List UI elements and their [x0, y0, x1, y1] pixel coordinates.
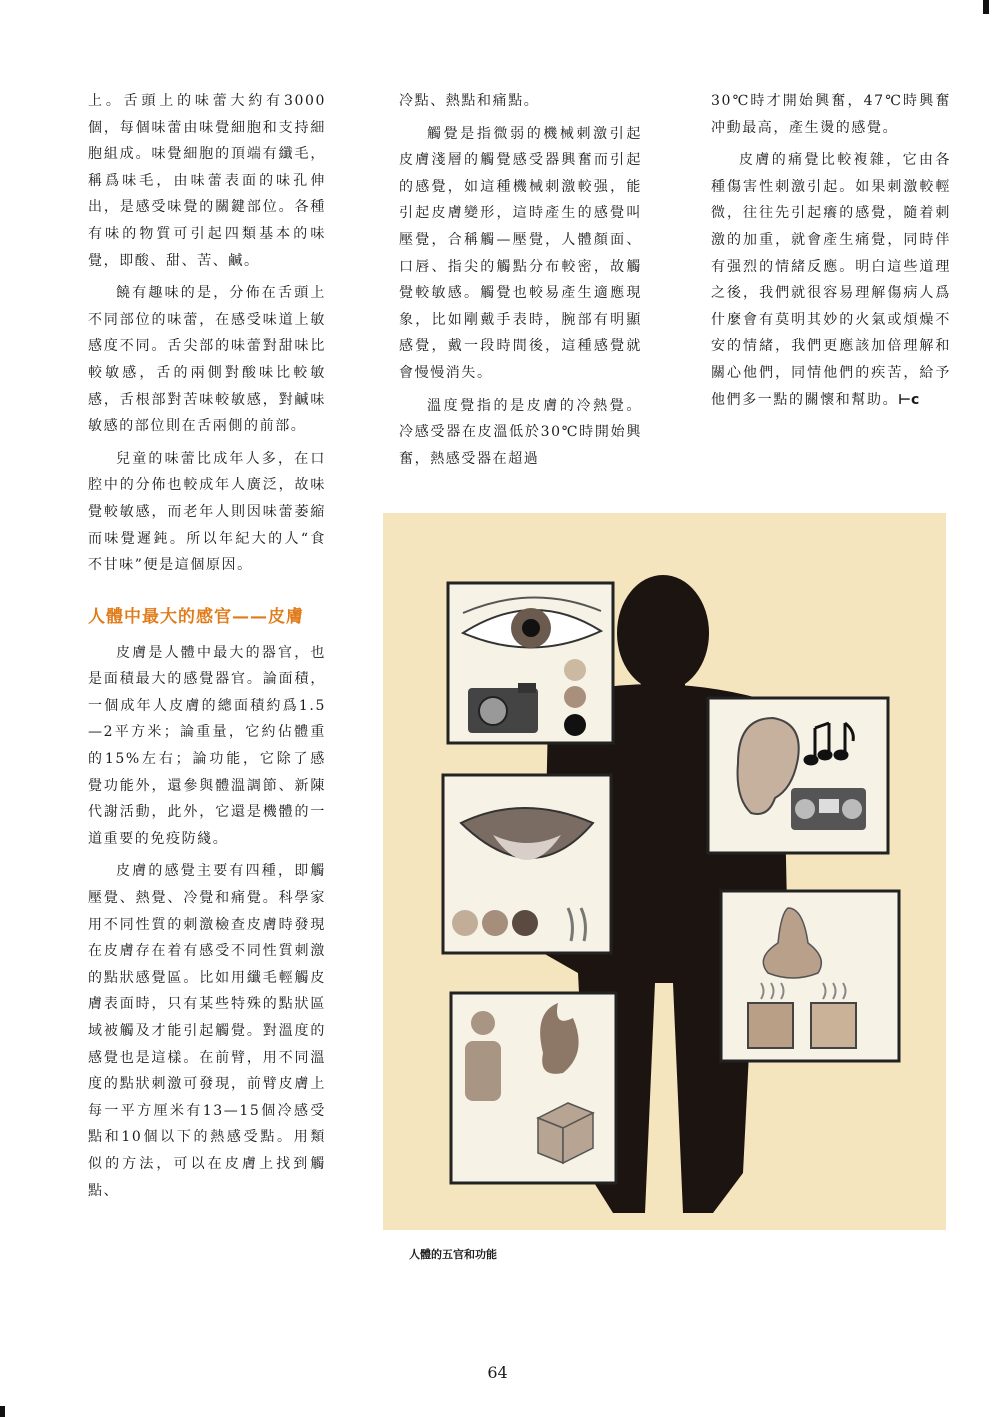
paragraph: 皮膚的感覺主要有四種，即觸壓覺、熱覺、冷覺和痛覺。科學家用不同性質的刺激檢查皮膚時發現在皮膚存在着有感受不同性質刺激的點狀感覺區。比如用纖毛輕觸皮膚表面時，只有某些特殊的點狀區域被觸及才能引起觸覺。對溫度的感覺也是這樣。在前臂，用不同溫度的點狀刺激可發現，前臂皮膚上每一平方厘米有13—15個冷感受點和10個以下的熱感受點。用類似的方法，可以在皮膚上找到觸點、 [88, 863, 326, 1199]
figure-caption: 人體的五官和功能 [409, 1248, 497, 1261]
paragraph: 上。舌頭上的味蕾大約有3000個，每個味蕾由味覺細胞和支持細胞組成。味覺細胞的頂端有纖毛，稱爲味毛，由味蕾表面的味孔伸出，是感受味覺的關鍵部位。各種有味的物質可引起四類基本的味覺，即酸、甜、苦、鹹。 [88, 93, 326, 269]
color-dot [564, 686, 586, 708]
color-dot [564, 659, 586, 681]
cup-icon [811, 1003, 856, 1048]
text-column-middle [399, 88, 642, 472]
end-mark-logo: ⊢c [898, 391, 920, 408]
paragraph: 溫度覺指的是皮膚的冷熱覺。冷感受器在皮溫低於30℃時開始興奮，熱感受器在超過 [399, 397, 642, 467]
paragraph: 冷點、熱點和痛點。 [399, 93, 540, 109]
eye-vision-panel [448, 583, 613, 743]
paragraph: 饒有趣味的是，分佈在舌頭上不同部位的味蕾，在感受味道上敏感度不同。舌尖部的味蕾對甜味比較敏感，舌的兩側對酸味比較敏感，舌根部對苦味較敏感，對鹹味敏感的部位則在舌兩側的前部。 [88, 285, 326, 435]
nose-smell-panel [721, 891, 899, 1061]
registration-mark [0, 1406, 5, 1417]
paragraph-text: 皮膚的痛覺比較複雜，它由各種傷害性刺激引起。如果刺激較輕微，往往先引起癢的感覺，隨着刺激的加重，就會產生痛覺，同時伴有强烈的情緒反應。明白這些道理之後，我們就很容易理解傷病人爲什麼會有莫明其妙的火氣或煩燥不安的情緒，我們更應該加倍理解和關心他們，同情他們的疾苦，給予他們多一點的關懷和幫助。 [711, 152, 951, 408]
paragraph: 30℃時才開始興奮，47℃時興奮冲動最高，產生燙的感覺。 [711, 93, 951, 136]
page-number: 64 [487, 1363, 508, 1382]
skin-touch-panel [451, 993, 616, 1183]
registration-mark [983, 0, 989, 14]
radio-icon [791, 788, 866, 830]
mouth-taste-panel [443, 775, 611, 953]
text-column-left [88, 88, 326, 1204]
paragraph: 觸覺是指微弱的機械刺激引起皮膚淺層的觸覺感受器興奮而引起的感覺，如這種機械刺激較强，能引起皮膚變形，這時產生的感覺叫壓覺，合稱觸—壓覺，人體顏面、口唇、指尖的觸點分布較密，故觸覺較敏感。觸覺也較易產生適應現象，比如剛戴手表時，腕部有明顯感覺，戴一段時間後，這種感覺就會慢慢消失。 [399, 125, 642, 381]
camera-icon [468, 683, 538, 733]
section-heading: 人體中最大的感官——皮膚 [88, 606, 304, 627]
text-column-right [711, 88, 951, 413]
paragraph: 皮膚是人體中最大的器官，也是面積最大的感覺器官。論面積，一個成年人皮膚的總面積約爲1.5—2平方米；論重量，它約佔體重的15%左右；論功能，它除了感覺功能外，還參與體溫調節、新陳代謝活動，此外，它還是機體的一道重要的免疫防綫。 [88, 644, 326, 847]
color-dot [564, 714, 586, 736]
paragraph [711, 147, 951, 413]
ear-hearing-panel [708, 698, 888, 853]
cup-icon [748, 1003, 793, 1048]
paragraph: 兒童的味蕾比成年人多，在口腔中的分佈也較成年人廣泛，故味覺較敏感，而老年人則因味蕾萎縮而味覺遲鈍。所以年紀大的人“食不甘味”便是這個原因。 [88, 450, 326, 574]
illustration-five-senses [383, 513, 946, 1230]
